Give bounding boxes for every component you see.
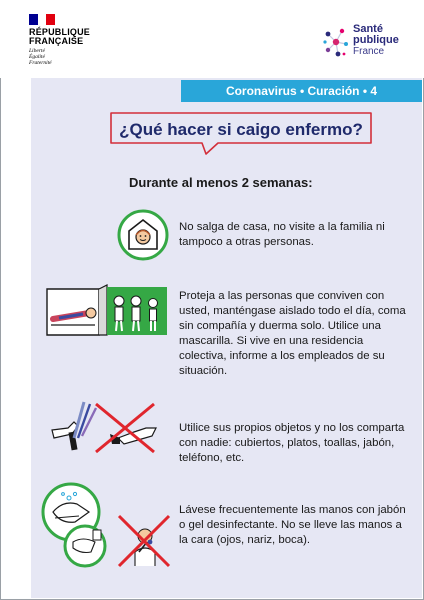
motto-line3: Fraternité	[29, 60, 52, 66]
republic-name-line1: RÉPUBLIQUE	[29, 27, 91, 37]
section-banner: Coronavirus • Curación • 4	[181, 80, 422, 102]
item-3-text: Utilice sus propios objetos y no los comparta con nadie: cubiertos, platos, toallas, jabón, teléfono, etc.	[179, 422, 405, 464]
item-4-text: Lávese frecuentemente las manos con jabón o gel desinfectante. No se lleve las manos a la cara (ojos, nariz, boca).	[179, 504, 406, 546]
hand-washing-icon	[39, 482, 171, 568]
house-person-icon	[117, 209, 169, 261]
item-1-text: No salga de casa, no visite a la familia ni tampoco a otras personas.	[179, 221, 385, 248]
agency-line1: Santé	[353, 23, 383, 35]
motto-line2: Égalité	[29, 54, 45, 60]
motto-line1: Liberté	[29, 48, 45, 54]
republic-name-line2: FRANÇAISE	[29, 36, 84, 46]
item-2-text: Proteja a las personas que conviven con usted, manténgase aislado todo el día, coma sin compañía y duerma solo. Utilice una mascarilla. Si vive en una residencia colectiva, informe a los empleados de su situación.	[179, 290, 406, 377]
isolation-room-icon	[45, 283, 169, 337]
header	[0, 0, 424, 78]
no-sharing-objects-icon	[48, 398, 160, 456]
molecule-icon	[322, 22, 352, 62]
agency-line2: publique	[353, 34, 399, 46]
marianne-flag-icon	[29, 14, 55, 25]
agency-name	[353, 24, 399, 57]
sante-publique-france-logo	[322, 22, 402, 64]
republique-francaise-logo	[29, 14, 90, 66]
subtitle: Durante al menos 2 semanas:	[129, 175, 313, 190]
page-title: ¿Qué hacer si caigo enfermo?	[119, 120, 363, 139]
agency-line3: France	[353, 46, 385, 57]
